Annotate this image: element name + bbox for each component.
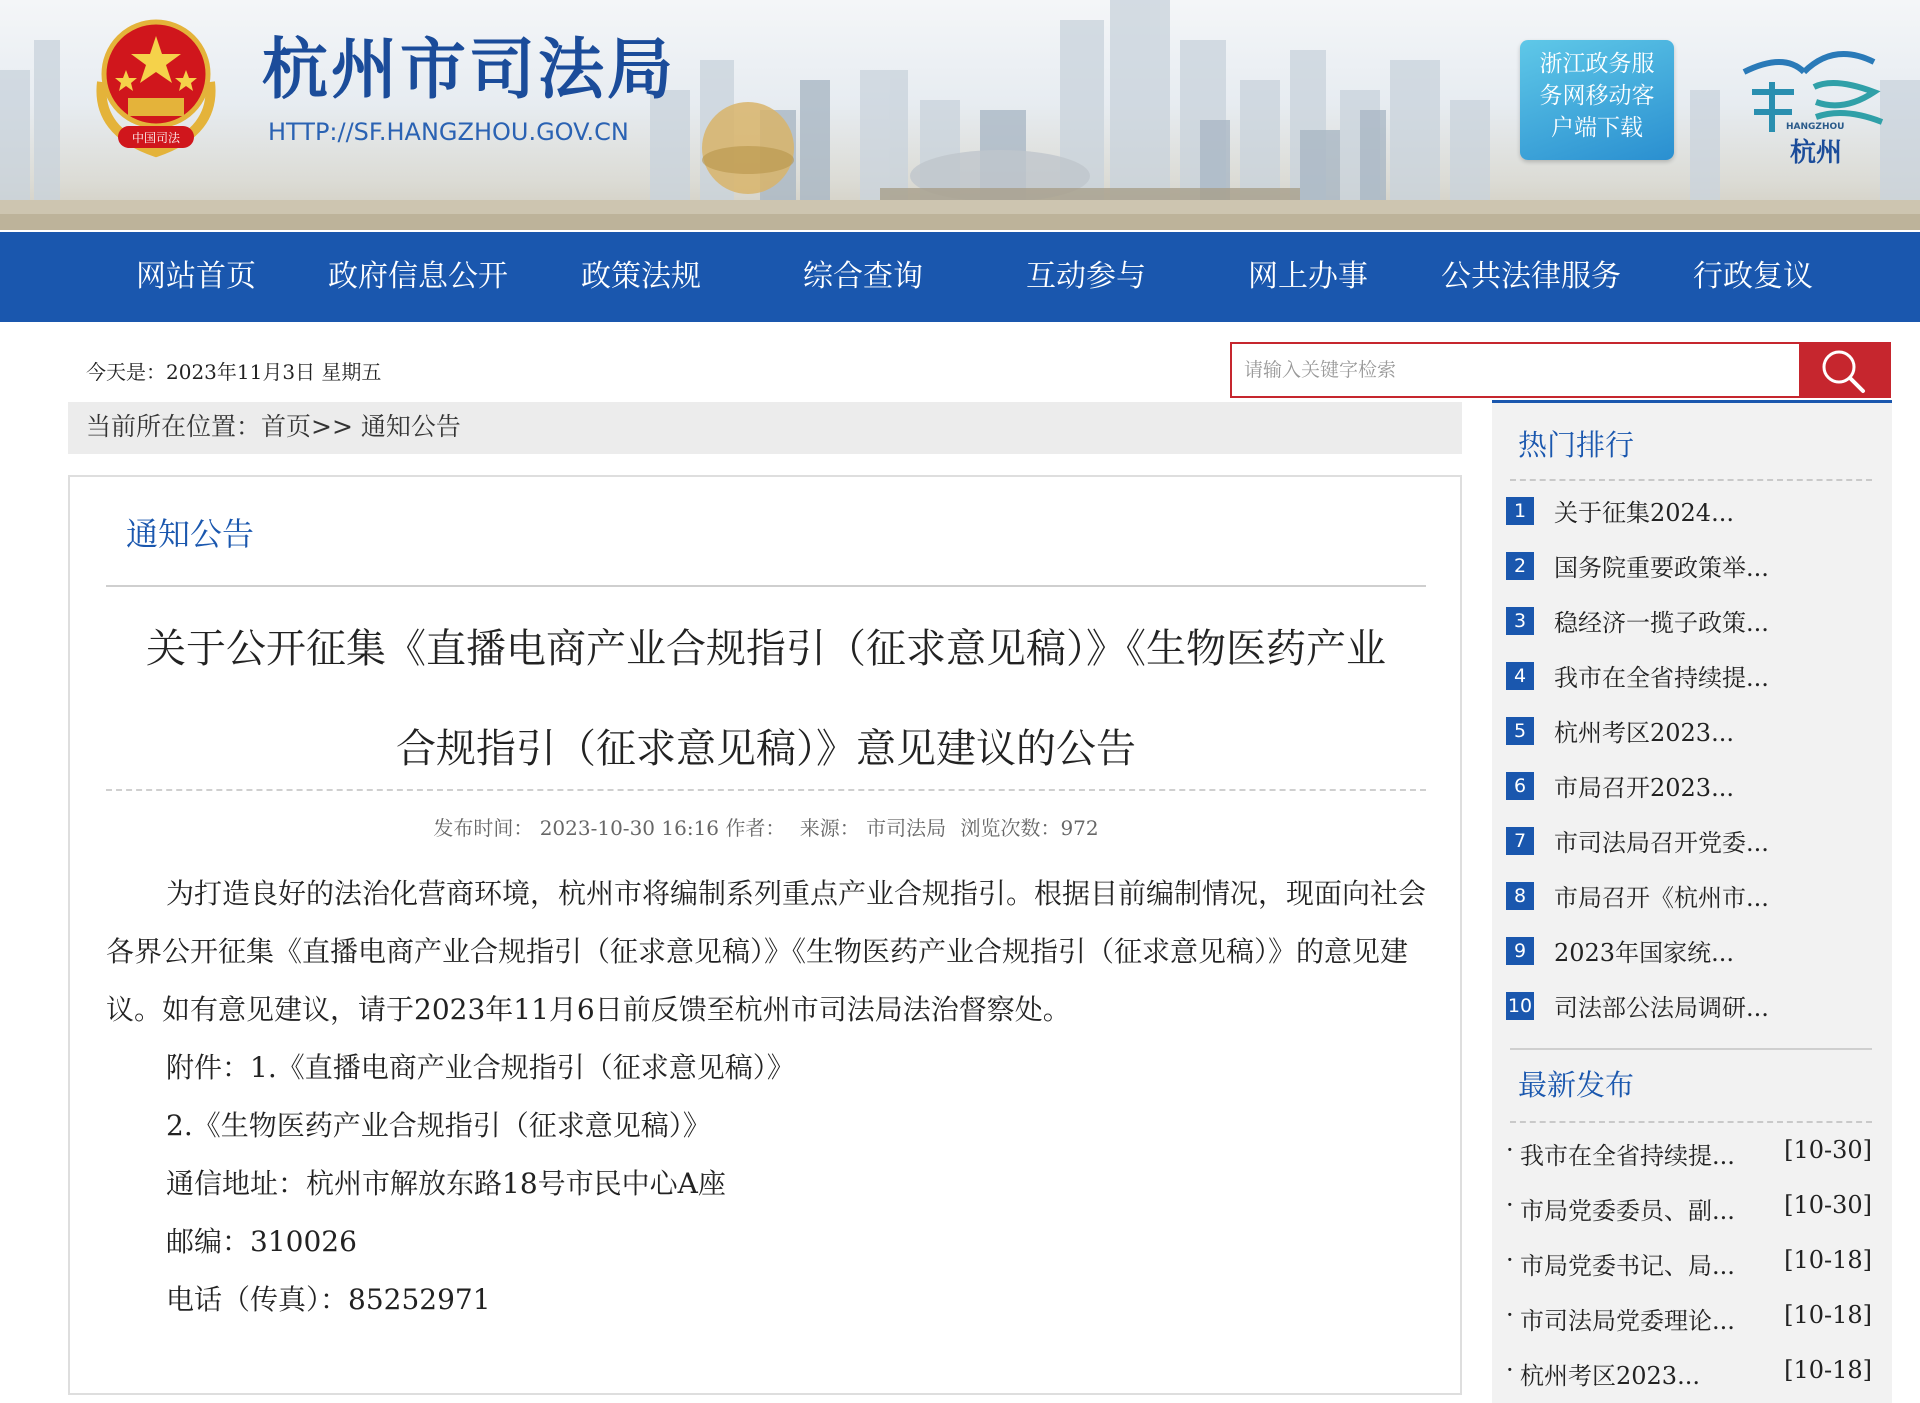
hot-item-title: 市局召开《杭州市... bbox=[1554, 884, 1769, 912]
nav-gov-info[interactable]: 政府信息公开 bbox=[328, 259, 508, 294]
hot-item[interactable] bbox=[1506, 493, 1734, 533]
rank-badge: 4 bbox=[1506, 662, 1534, 690]
app-badge-line: 务网移动客 bbox=[1539, 83, 1655, 109]
hot-item[interactable] bbox=[1506, 988, 1769, 1028]
latest-item[interactable] bbox=[1506, 1191, 1872, 1231]
hot-item-title: 关于征集2024... bbox=[1554, 499, 1734, 527]
hot-item-title: 我市在全省持续提... bbox=[1554, 664, 1769, 692]
hot-item[interactable] bbox=[1506, 933, 1734, 973]
phone-fax: 电话（传真）：85252971 bbox=[166, 1283, 491, 1316]
judicial-emblem-icon bbox=[82, 12, 230, 160]
rank-badge: 8 bbox=[1506, 882, 1534, 910]
rank-badge: 9 bbox=[1506, 937, 1534, 965]
nav-interaction[interactable]: 互动参与 bbox=[1026, 259, 1146, 294]
nav-legal-service[interactable]: 公共法律服务 bbox=[1441, 259, 1621, 294]
hot-item[interactable] bbox=[1506, 603, 1769, 643]
article-panel bbox=[68, 475, 1462, 1395]
attachment-2-link[interactable]: 2.《生物医药产业合规指引（征求意见稿）》 bbox=[166, 1109, 711, 1142]
body-paragraph: 为打造良好的法治化营商环境，杭州市将编制系列重点产业合规指引。根据目前编制情况，现面向社会各界公开征集《直播电商产业合规指引（征求意见稿）》《生物医药产业合规指引（征求意见稿）》的意见建议。如有意见建议，请于2023年11月6日前反馈至杭州市司法局法治督察处。 bbox=[106, 877, 1427, 1026]
latest-item-title: 我市在全省持续提... bbox=[1520, 1142, 1735, 1170]
rank-badge: 5 bbox=[1506, 717, 1534, 745]
hot-item-title: 司法部公法局调研... bbox=[1554, 994, 1769, 1022]
hot-item[interactable] bbox=[1506, 658, 1769, 698]
article-meta bbox=[106, 812, 1426, 841]
section-title: 通知公告 bbox=[126, 515, 255, 553]
search-box bbox=[1230, 342, 1891, 398]
site-url: HTTP://SF.HANGZHOU.GOV.CN bbox=[268, 118, 629, 146]
rank-badge: 7 bbox=[1506, 827, 1534, 855]
latest-releases-title: 最新发布 bbox=[1518, 1068, 1635, 1102]
bullet-icon: · bbox=[1506, 1356, 1514, 1384]
today-date: 今天是：2023年11月3日 星期五 bbox=[86, 360, 382, 384]
rank-badge: 3 bbox=[1506, 607, 1534, 635]
latest-item-date: [10-30] bbox=[1784, 1191, 1872, 1219]
latest-item-title: 市司法局党委理论... bbox=[1520, 1307, 1735, 1335]
hot-item[interactable] bbox=[1506, 768, 1734, 808]
hot-item-title: 稳经济一揽子政策... bbox=[1554, 609, 1769, 637]
dashed-divider bbox=[1510, 1121, 1872, 1123]
hot-item[interactable] bbox=[1506, 548, 1769, 588]
nav-admin-review[interactable]: 行政复议 bbox=[1693, 259, 1813, 294]
attachment-1-link[interactable]: 附件：1.《直播电商产业合规指引（征求意见稿）》 bbox=[166, 1051, 795, 1084]
nav-query[interactable]: 综合查询 bbox=[803, 259, 923, 294]
source-info: 来源： 市司法局 bbox=[799, 816, 947, 840]
latest-item[interactable] bbox=[1506, 1136, 1872, 1176]
latest-item-title: 市局党委书记、局... bbox=[1520, 1252, 1735, 1280]
mobile-app-download-badge[interactable] bbox=[1520, 40, 1674, 160]
bullet-icon: · bbox=[1506, 1191, 1514, 1219]
hot-item-title: 市局召开2023... bbox=[1554, 774, 1734, 802]
article-title-line: 关于公开征集《直播电商产业合规指引（征求意见稿）》《生物医药产业 bbox=[146, 626, 1386, 672]
hot-item-title: 市司法局召开党委... bbox=[1554, 829, 1769, 857]
hot-item[interactable] bbox=[1506, 823, 1769, 863]
postal-code: 邮编：310026 bbox=[166, 1225, 357, 1258]
article-title bbox=[106, 599, 1426, 799]
hot-item[interactable] bbox=[1506, 713, 1734, 753]
bullet-icon: · bbox=[1506, 1136, 1514, 1164]
search-icon bbox=[1799, 342, 1889, 398]
site-banner bbox=[0, 0, 1920, 230]
rank-badge: 2 bbox=[1506, 552, 1534, 580]
bullet-icon: · bbox=[1506, 1301, 1514, 1329]
breadcrumb-bar bbox=[68, 402, 1462, 454]
article-title-line: 合规指引（征求意见稿）》意见建议的公告 bbox=[396, 726, 1136, 772]
divider bbox=[106, 585, 1426, 587]
dashed-divider bbox=[106, 789, 1426, 791]
hot-item-title: 国务院重要政策举... bbox=[1554, 554, 1769, 582]
divider bbox=[1510, 1048, 1872, 1050]
search-input[interactable] bbox=[1232, 344, 1802, 396]
app-badge-line: 浙江政务服 bbox=[1539, 51, 1655, 77]
rank-badge: 10 bbox=[1506, 992, 1534, 1020]
city-logo-chinese: 杭州 bbox=[1790, 138, 1843, 168]
publish-info: 发布时间： 2023-10-30 16:16 作者： bbox=[433, 816, 786, 840]
latest-item-date: [10-18] bbox=[1784, 1356, 1872, 1384]
hot-ranking-title: 热门排行 bbox=[1518, 428, 1635, 462]
nav-home[interactable]: 网站首页 bbox=[136, 259, 256, 294]
site-title: 杭州市司法局 bbox=[262, 31, 676, 108]
city-logo-english: HANGZHOU bbox=[1786, 122, 1845, 132]
latest-item-date: [10-18] bbox=[1784, 1246, 1872, 1274]
view-count: 浏览次数：972 bbox=[960, 816, 1099, 840]
latest-item-date: [10-18] bbox=[1784, 1301, 1872, 1329]
breadcrumb: 当前所在位置：首页>> 通知公告 bbox=[86, 412, 461, 441]
article-body bbox=[106, 865, 1426, 1329]
hot-item[interactable] bbox=[1506, 878, 1769, 918]
latest-item[interactable] bbox=[1506, 1301, 1872, 1341]
mailing-address: 通信地址：杭州市解放东路18号市民中心A座 bbox=[166, 1167, 726, 1200]
latest-item-date: [10-30] bbox=[1784, 1136, 1872, 1164]
hot-item-title: 2023年国家统... bbox=[1554, 939, 1734, 967]
latest-item-title: 杭州考区2023... bbox=[1520, 1362, 1700, 1390]
rank-badge: 1 bbox=[1506, 497, 1534, 525]
latest-item[interactable] bbox=[1506, 1246, 1872, 1286]
main-navigation bbox=[0, 232, 1920, 322]
app-badge-line: 户端下载 bbox=[1551, 115, 1643, 141]
latest-item-title: 市局党委委员、副... bbox=[1520, 1197, 1735, 1225]
rank-badge: 6 bbox=[1506, 772, 1534, 800]
latest-item[interactable] bbox=[1506, 1356, 1872, 1396]
sidebar bbox=[1492, 400, 1892, 1403]
hot-item-title: 杭州考区2023... bbox=[1554, 719, 1734, 747]
bullet-icon: · bbox=[1506, 1246, 1514, 1274]
search-button[interactable] bbox=[1799, 342, 1889, 398]
dashed-divider bbox=[1510, 479, 1872, 481]
nav-policy[interactable]: 政策法规 bbox=[581, 259, 701, 294]
emblem-label: 中国司法 bbox=[131, 131, 181, 145]
nav-online-service[interactable]: 网上办事 bbox=[1248, 259, 1368, 294]
